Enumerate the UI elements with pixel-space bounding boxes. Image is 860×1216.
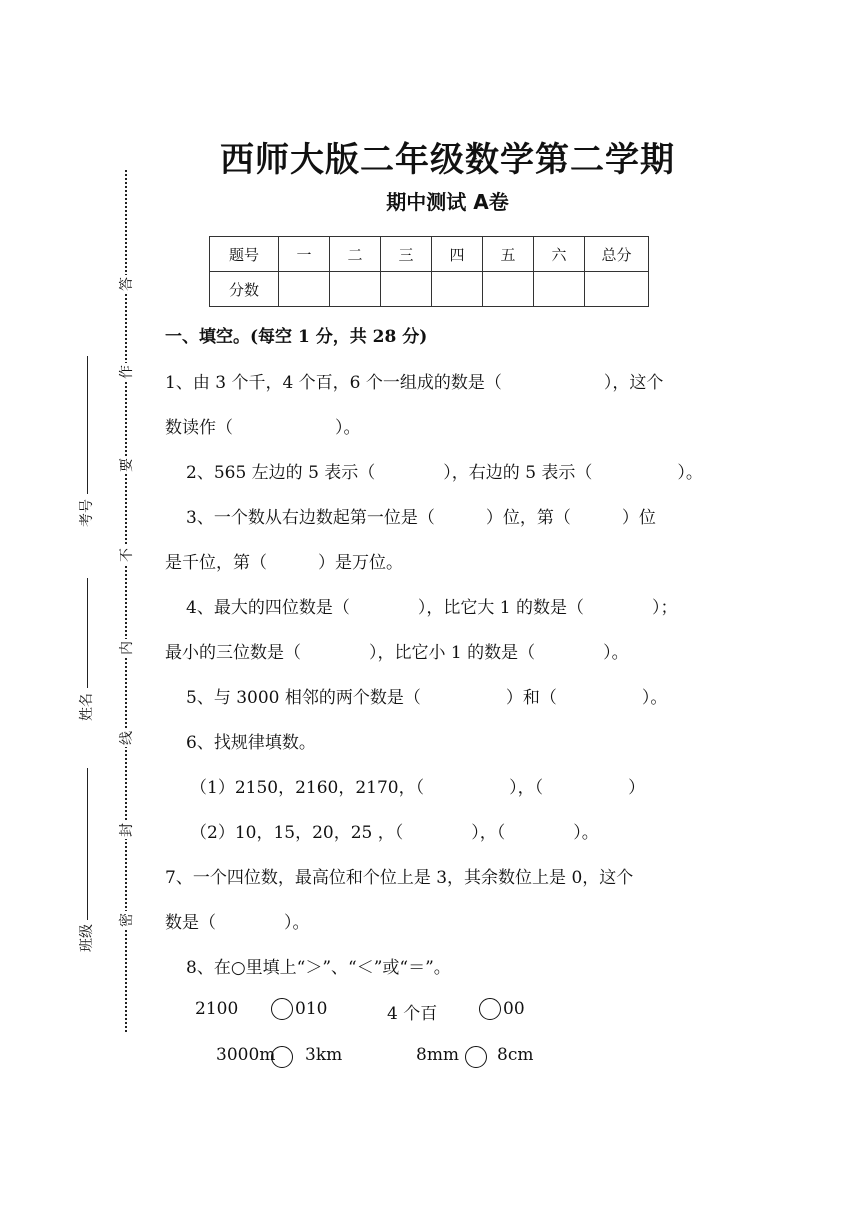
- seal-char-3: 要: [116, 456, 136, 474]
- question-6-part-2: （2）10，15，20，25 ，（ ），（ ）。: [190, 823, 599, 843]
- score-input-cell[interactable]: [483, 272, 534, 307]
- page-title: 西师大版二年级数学第二学期: [220, 140, 675, 180]
- score-table: [209, 236, 649, 307]
- seal-char-4: 不: [116, 546, 136, 564]
- class-line[interactable]: [87, 768, 88, 920]
- score-table-header-row: [210, 237, 649, 272]
- compare-row-1b-right-value: 00: [503, 999, 525, 1019]
- question-7-line-2: 数是（ ）。: [165, 913, 310, 933]
- score-input-cell[interactable]: [279, 272, 330, 307]
- question-6-part-1: （1）2150，2160，2170，（ ），（ ）: [190, 778, 646, 798]
- question-3-line-2: 是千位，第（ ）是万位。: [165, 553, 403, 573]
- question-7-line-1: 7、一个四位数，最高位和个位上是 3，其余数位上是 0，这个: [165, 868, 634, 888]
- score-header-cell: 题号: [210, 237, 279, 272]
- question-4-line-2: 最小的三位数是（ ），比它小 1 的数是（ ）。: [165, 643, 629, 663]
- compare-circle-4[interactable]: [465, 1046, 487, 1068]
- seal-char-2: 作: [116, 363, 136, 381]
- score-header-cell: 二: [330, 237, 381, 272]
- compare-row-2-left-value: 3000m: [216, 1045, 276, 1065]
- score-input-cell[interactable]: [432, 272, 483, 307]
- student-id-label: 考号: [79, 499, 95, 527]
- compare-row-1-left-value: 2100: [195, 999, 239, 1019]
- section-heading: 一、填空。(每空 1 分，共 28 分): [165, 327, 428, 347]
- score-header-cell: 一: [279, 237, 330, 272]
- seal-char-5: 内: [116, 639, 136, 657]
- question-1-line-2: 数读作（ ）。: [165, 418, 361, 438]
- score-input-cell[interactable]: [585, 272, 649, 307]
- seal-char-8: 密: [116, 911, 136, 929]
- question-3-line-1: 3、一个数从右边数起第一位是（ ）位，第（ ）位: [186, 508, 656, 528]
- score-table-score-row: [210, 272, 649, 307]
- compare-circle-3[interactable]: [271, 1046, 293, 1068]
- compare-circle-1[interactable]: [271, 998, 293, 1020]
- seal-char-7: 封: [116, 821, 136, 839]
- question-1-line-1: 1、由 3 个千，4 个百，6 个一组成的数是（ ），这个: [165, 373, 664, 393]
- question-4-line-1: 4、最大的四位数是（ ），比它大 1 的数是（ ）；: [186, 598, 678, 618]
- score-header-cell: 三: [381, 237, 432, 272]
- page-subtitle: 期中测试 A卷: [386, 190, 509, 214]
- circle-icon: [465, 1046, 487, 1068]
- compare-row-1-right-value: 010: [295, 999, 328, 1019]
- compare-row-1b-left-value: 4 个百: [387, 1004, 438, 1024]
- question-6: 6、找规律填数。: [186, 733, 316, 753]
- score-header-cell: 五: [483, 237, 534, 272]
- compare-row-2b-left-value: 8mm: [416, 1045, 460, 1065]
- seal-char-1: 答: [116, 275, 136, 293]
- student-id-line[interactable]: [87, 356, 88, 494]
- compare-circle-2[interactable]: [479, 998, 501, 1020]
- circle-icon: [479, 998, 501, 1020]
- question-5: 5、与 3000 相邻的两个数是（ ）和（ ）。: [186, 688, 668, 708]
- name-line[interactable]: [87, 578, 88, 688]
- name-label: 姓名: [79, 693, 95, 721]
- circle-icon: [271, 1046, 293, 1068]
- seal-char-6: 线: [116, 729, 136, 747]
- compare-row-2b-right-value: 8cm: [497, 1045, 534, 1065]
- score-input-cell[interactable]: [534, 272, 585, 307]
- class-label: 班级: [79, 924, 95, 952]
- question-2: 2、565 左边的 5 表示（ ），右边的 5 表示（ ）。: [186, 463, 703, 483]
- compare-row-2-right-value: 3km: [305, 1045, 343, 1065]
- binding-dotted-line: [125, 170, 127, 1032]
- circle-icon: [271, 998, 293, 1020]
- question-8: 8、在○里填上“＞”、“＜”或“＝”。: [186, 958, 451, 978]
- score-header-cell: 四: [432, 237, 483, 272]
- score-row-label: 分数: [210, 272, 279, 307]
- score-input-cell[interactable]: [330, 272, 381, 307]
- score-input-cell[interactable]: [381, 272, 432, 307]
- score-header-cell: 总分: [585, 237, 649, 272]
- score-header-cell: 六: [534, 237, 585, 272]
